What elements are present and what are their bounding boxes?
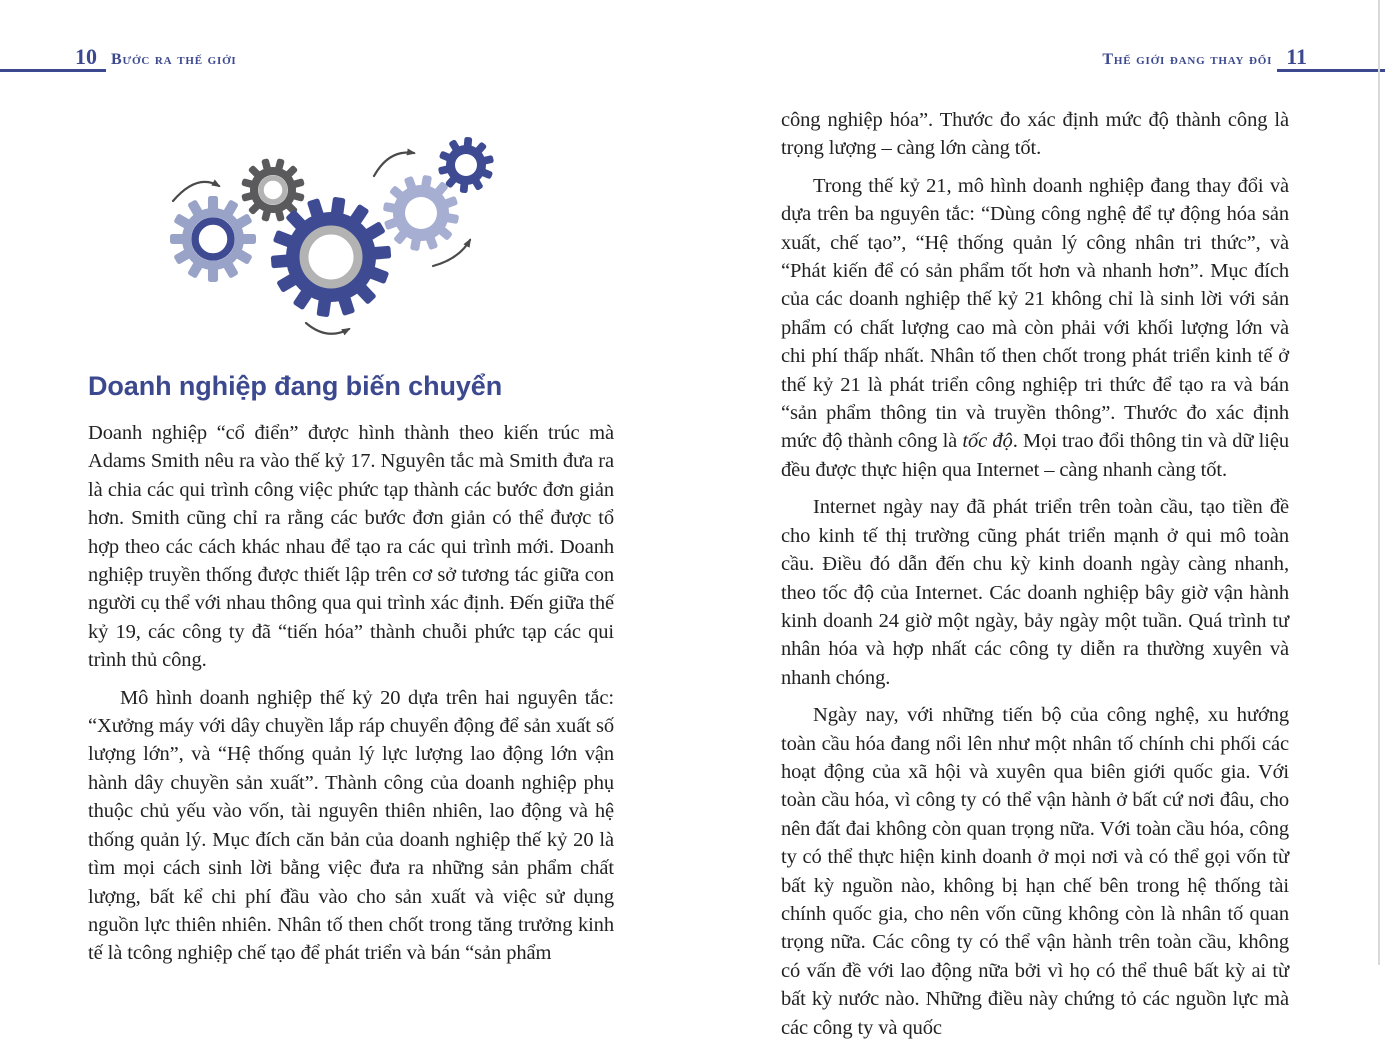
right-page-column: [781, 106, 1289, 1051]
left-page-column: [88, 370, 614, 977]
italic-phrase: tốc độ: [962, 430, 1013, 453]
left-running-header: [75, 46, 237, 68]
left-header-rule: [0, 69, 106, 72]
right-header-rule: [1277, 69, 1385, 72]
left-page-number: 10: [75, 44, 97, 69]
gear-icon: [438, 137, 494, 193]
right-header-title: Thế giới đang thay đổi: [1102, 51, 1273, 68]
right-paragraph-3: Internet ngày nay đã phát triển trên toàn cầu, tạo tiền đề cho kinh tế thị trường cũng phát triển mạnh ở qui mô toàn cầu. Điều đó dẫn đến chu kỳ kinh doanh ngày càng nhanh, theo tốc độ của Internet. Các doanh nghiệp bây giờ vận hành kinh doanh 24 giờ một ngày, bảy ngày một tuần. Quá trình tư nhân hóa và hợp nhất các công ty diễn ra thường xuyên và nhanh chóng.: [781, 496, 1289, 689]
gear-icon: [383, 175, 459, 251]
curved-arrow-icon: [306, 323, 349, 334]
left-paragraph-2: Mô hình doanh nghiệp thế kỷ 20 dựa trên hai nguyên tắc: “Xưởng máy với dây chuyền lắp ráp chuyển động để sản xuất số lượng lớn”, và “Hệ thống quản lý lực lượng lao động lớn vận hành dây chuyền sản xuất”. Thành công của doanh nghiệp phụ thuộc chủ yếu vào vốn, tài nguyên thiên nhiên, lao động và hệ thống quản lý. Mục đích căn bản của doanh nghiệp thế kỷ 20 là tìm mọi cách sinh lời bằng việc đưa ra những sản phẩm chất lượng, bất kể chi phí đầu vào cho sản xuất và việc sử dụng nguồn lực thiên nhiên. Nhân tố then chốt trong tăng trưởng kinh tế là tcông nghiệp chế tạo để phát triển và bán “sản phẩm: [88, 686, 614, 965]
paragraph-text: Trong thế kỷ 21, mô hình doanh nghiệp đang thay đổi và dựa trên ba nguyên tắc: “Dùng công nghệ để tự động hóa sản xuất, chế tạo”, “Hệ thống quản lý công nhân tri thức”, và “Phát kiến để có sản phẩm tốt hơn và nhanh hơn”. Mục đích của các doanh nghiệp thế kỷ 21 không chỉ là sinh lời với sản phẩm có chất lượng cao mà còn phải với khối lượng lớn và chi phí thấp nhất. Nhân tố then chốt trong phát triển kinh tế ở thế kỷ 21 là phát triển công nghiệp tri thức để tạo ra và bán “sản phẩm thông tin và truyền thông”. Thước đo xác định mức độ thành công là: [781, 174, 1289, 453]
curved-arrow-icon: [433, 240, 470, 266]
gear-icon: [170, 196, 256, 282]
right-paragraph-4: Ngày nay, với những tiến bộ của công nghệ, xu hướng toàn cầu hóa đang nổi lên như một nhân tố chính chi phối các hoạt động của xã hội và xuyên qua biên giới quốc gia. Với toàn cầu hóa, vì công ty có thể vận hành ở bất cứ nơi đâu, cho nên đất đai không còn quan trọng nữa. Với toàn cầu hóa, công ty có thể thực hiện kinh doanh ở mọi nơi và có thể gọi vốn từ bất kỳ nguồn nào, không bị hạn chế bên trong hệ thống tài chính quốc gia, cho nên vốn cũng không còn là nhân tố quan trọng nữa. Các công ty có thể vận hành trên toàn cầu, không có vấn đề với lao động nữa bởi vì họ có thể thuê bất kỳ ai từ bất kỳ nước nào. Những điều này chứng tỏ các nguồn lực mà các công ty và quốc: [781, 704, 1289, 1039]
left-header-title: Bước ra thế giới: [111, 51, 237, 68]
left-paragraph-1: Doanh nghiệp “cổ điển” được hình thành theo kiến trúc mà Adams Smith nêu ra vào thế kỷ 17. Nguyên tắc mà Smith đưa ra là chia các qui trình công việc phức tạp thành các bước đơn giản hơn. Smith cũng chỉ ra rằng các bước đơn giản có thể được tổ hợp theo các cách khác nhau để tạo ra các qui trình mới. Doanh nghiệp truyền thống được thiết lập trên cơ sở tương tác giữa con người cụ thể với nhau thông qua qui trình xác định. Đến giữa thế kỷ 19, các công ty đã “tiến hóa” thành chuỗi phức tạp các qui trình thủ công.: [88, 422, 614, 672]
scan-edge-line: [1378, 0, 1380, 965]
curved-arrow-icon: [374, 152, 414, 176]
right-running-header: [1102, 46, 1307, 68]
gears-illustration: [140, 118, 580, 358]
right-page-number: 11: [1286, 44, 1307, 69]
right-paragraph-1: công nghiệp hóa”. Thước đo xác định mức độ thành công là trọng lượng – càng lớn càng tốt.: [781, 109, 1289, 160]
right-paragraph-2: [781, 172, 1289, 484]
paragraph-text: . Mọi trao đổi thông tin và dữ liệu đều được thực hiện qua Internet – càng nhanh càng tốt.: [781, 430, 1289, 481]
section-heading: Doanh nghiệp đang biến chuyển: [88, 371, 503, 401]
gear-icon: [271, 197, 392, 318]
